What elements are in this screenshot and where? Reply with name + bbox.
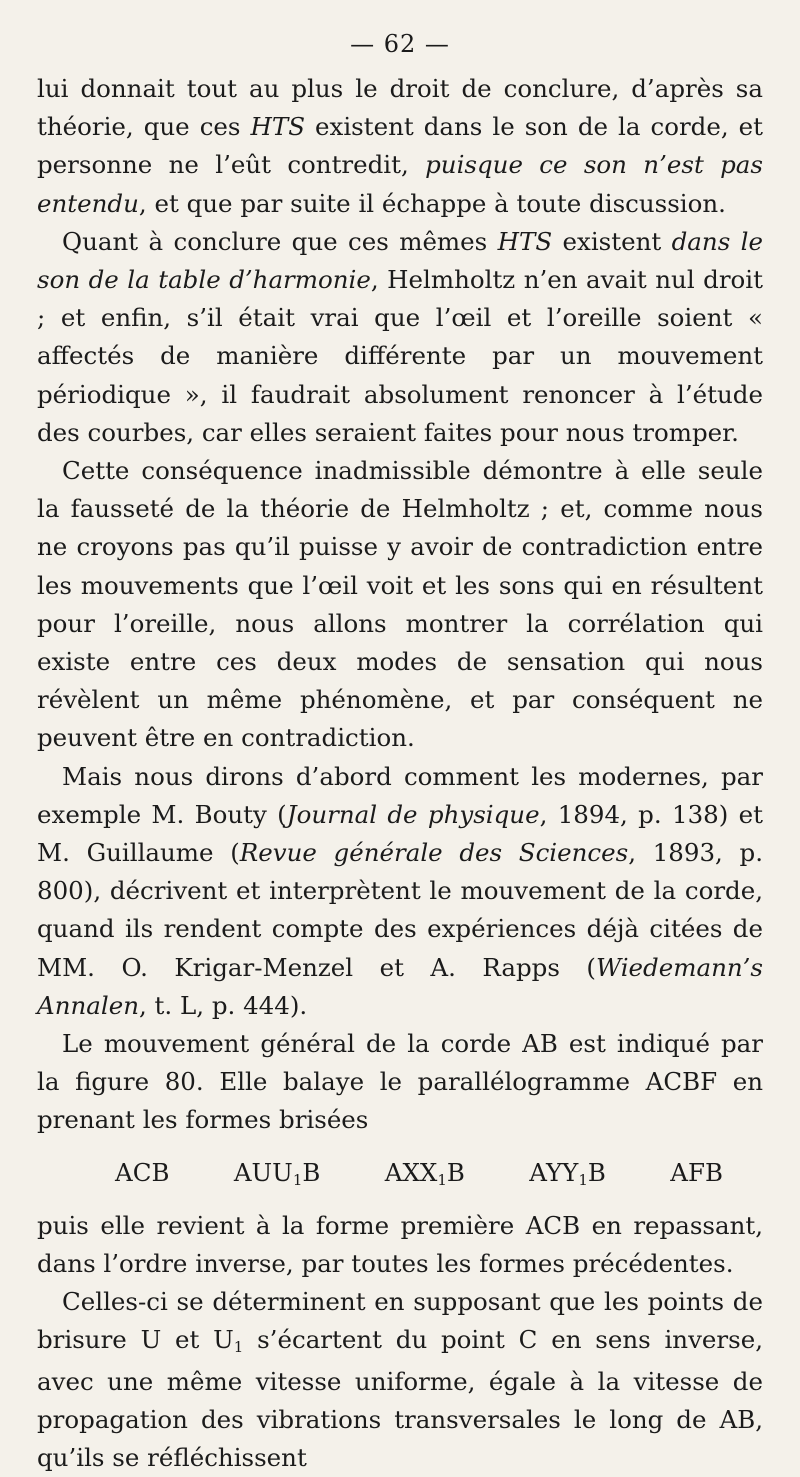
text-run: existent dans le son de la corde, et personne ne l’eût contredit, (37, 112, 763, 180)
italic-run: Journal de physique (286, 799, 540, 829)
paragraph-3 (37, 452, 763, 758)
italic-run: puisque ce son n’est pas entendu (37, 150, 763, 218)
formula-term: AFB (670, 1157, 723, 1187)
italic-run: Revue générale des Sciences (239, 838, 629, 868)
body-text (37, 70, 763, 1477)
text-run: Mais nous dirons d’abord comment les modernes, par exemple M. Bouty ( (37, 761, 763, 829)
italic-run: Wiedemann’s Annalen (37, 952, 763, 1020)
text-run: Le mouvement général de la corde AB est indiqué par la figure 80. Elle balaye le parallélogramme ACBF en prenant les formes brisées (37, 1029, 763, 1135)
text-run: Celles-ci se déterminent en supposant que les points de brisure U et U (37, 1287, 763, 1355)
paragraph-5 (37, 1025, 763, 1140)
formula-term: $AXX_1B$ (384, 1157, 465, 1189)
italic-run: dans le son de la table d’harmonie (37, 226, 763, 295)
text-run: , et que par suite il échappe à toute discussion. (138, 188, 726, 218)
formula-line (37, 1154, 763, 1195)
formula-term: $AYY_1B$ (529, 1157, 606, 1189)
paragraph-4 (37, 758, 763, 1025)
text-run: , 1894, p. 138) et M. Guillaume ( (37, 799, 764, 868)
text-run: , 1893, p. 800), décrivent et interprètent le mouvement de la corde, quand ils rendent compte des expériences déjà citées de MM. O. Krigar-Menzel et A. Rapps ( (37, 838, 763, 982)
italic-run: HTS (497, 226, 553, 256)
subscript: 1 (233, 1338, 244, 1357)
text-run: , t. L, p. 444). (138, 990, 308, 1020)
text-run: Cette conséquence inadmissible démontre à elle seule la fausseté de la théorie de Helmholtz ; et, comme nous ne croyons pas qu’il puisse y avoir de contradiction entre les mouvements que l’œil voit et les sons qui en résultent pour l’oreille, nous allons montrer la corrélation qui existe entre ces deux modes de sensation qui nous révèlent un même phénomène, et par conséquent ne peuvent être en contradiction. (37, 456, 763, 753)
paragraph-1 (37, 70, 763, 223)
text-run: Quant à conclure que ces mêmes (62, 226, 498, 256)
paragraph-6 (37, 1207, 763, 1283)
paragraph-2 (37, 223, 763, 452)
text-run: lui donnait tout au plus le droit de conclure, d’après sa théorie, que ces (37, 74, 763, 142)
text-run: existent (552, 226, 672, 256)
text-run: , Helmholtz n’en avait nul droit ; et enfin, s’il était vrai que l’œil et l’oreille soient « affectés de manière différente par un mouvement périodique », il faudrait absolument renoncer à l’étude des courbes, car elles seraient faites pour nous tromper. (37, 265, 763, 447)
paragraph-7 (37, 1283, 763, 1477)
text-run: s’écartent du point C en sens inverse, avec une même vitesse uniforme, égale à la vitesse de propagation des vibrations transversales le long de AB, qu’ils se réfléchissent (37, 1325, 763, 1472)
formula-term: ACB (115, 1157, 170, 1187)
page-number: — 62 — (350, 30, 450, 58)
formula-term: $AUU_1B$ (233, 1157, 321, 1189)
italic-run: HTS (250, 112, 305, 142)
text-run: puis elle revient à la forme première ACB en repassant, dans l’ordre inverse, par toutes les formes précédentes. (37, 1210, 763, 1278)
